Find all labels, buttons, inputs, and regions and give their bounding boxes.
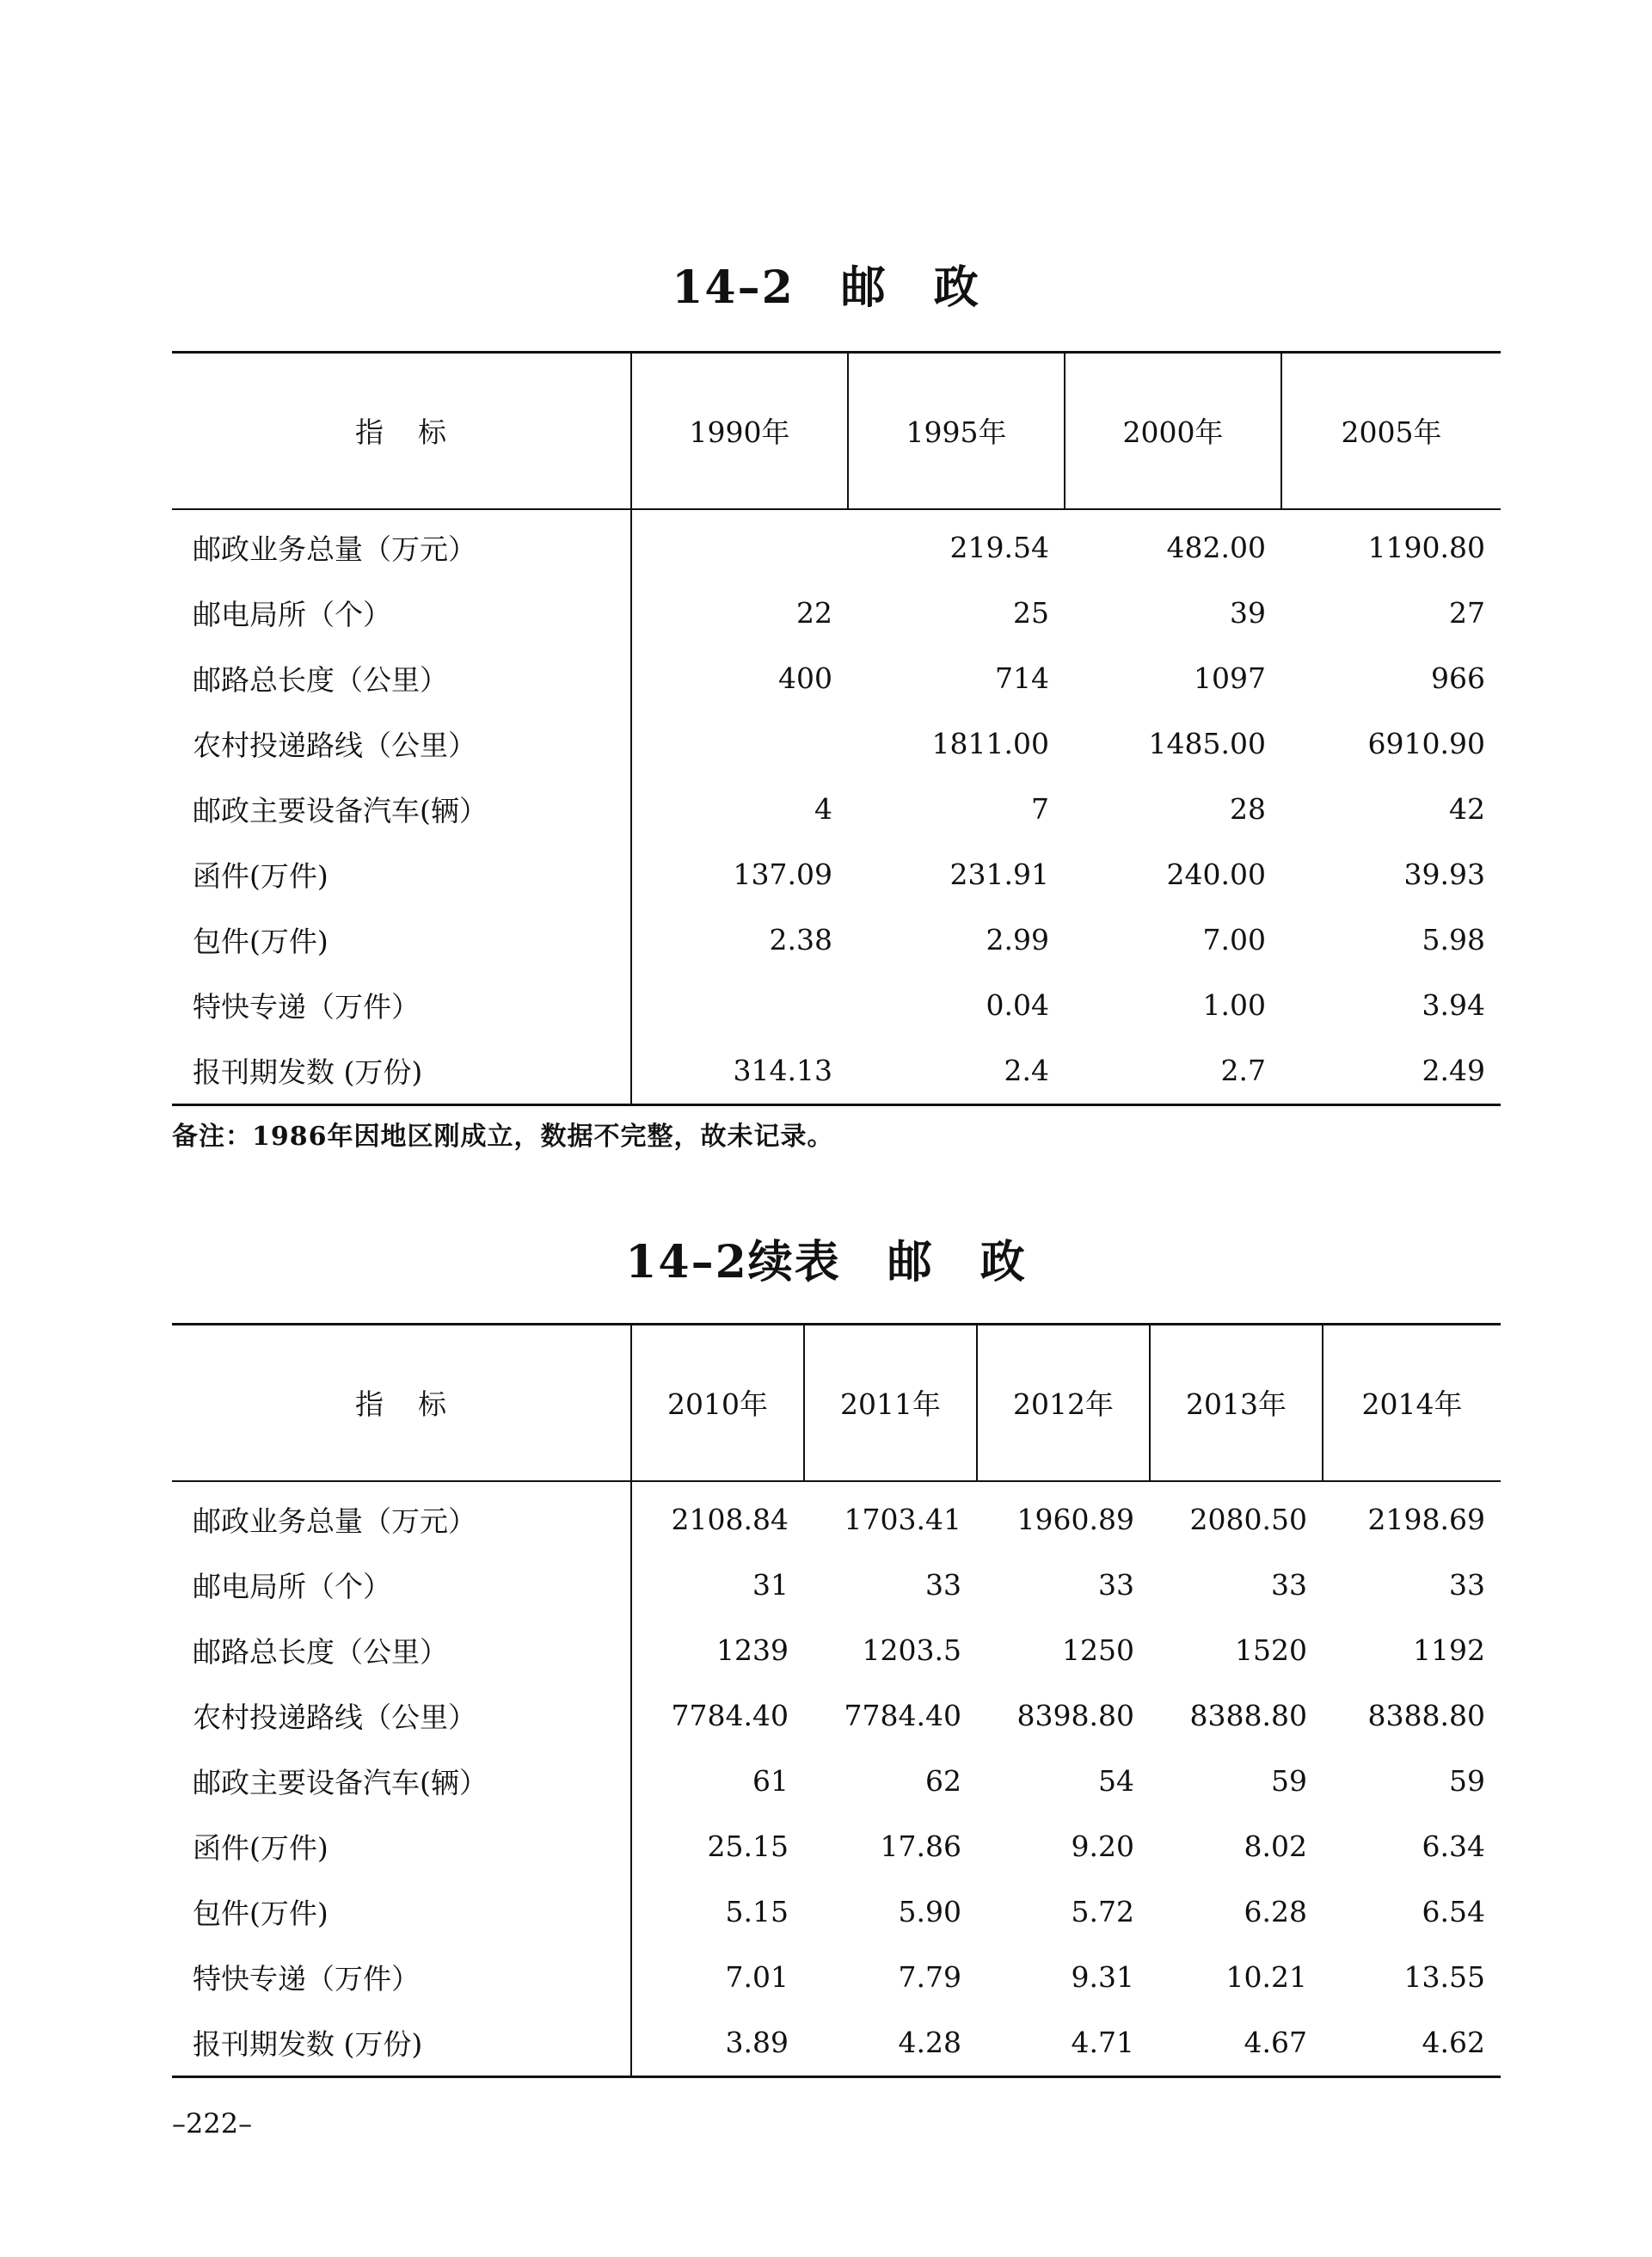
data-cell: 2108.84 <box>631 1481 804 1553</box>
data-cell: 2.49 <box>1281 1038 1501 1105</box>
data-cell: 1192 <box>1413 1633 1485 1667</box>
row-label: 邮路总长度（公里） <box>193 663 448 697</box>
data-cell: 1703.41 <box>844 1503 961 1536</box>
data-cell: 7784.40 <box>631 1683 804 1749</box>
data-cell: 27 <box>1449 596 1485 630</box>
row-label: 邮政主要设备汽车(辆） <box>193 794 488 827</box>
row-label: 报刊期发数 (万份) <box>172 2010 631 2077</box>
data-cell: 1960.89 <box>1016 1503 1134 1536</box>
table-row <box>172 1553 1501 1618</box>
data-cell: 400 <box>631 646 848 711</box>
row-label: 函件(万件) <box>193 1831 329 1865</box>
data-cell: 4.71 <box>977 2010 1150 2077</box>
postal-table-2010-2014 <box>172 1323 1501 2078</box>
year-header: 2013年 <box>1150 1325 1323 1481</box>
year-header: 2011年 <box>804 1325 977 1481</box>
row-label: 农村投递路线（公里） <box>193 1700 476 1734</box>
data-cell: 1250 <box>1062 1633 1134 1667</box>
row-label: 包件(万件) <box>193 1897 329 1930</box>
data-cell: 3.89 <box>631 2010 804 2077</box>
table1-title <box>0 251 1652 316</box>
indicator-header: 指标 <box>172 1325 631 1481</box>
table-row <box>172 2010 1501 2077</box>
data-cell: 2.38 <box>631 907 848 973</box>
data-cell: 33 <box>925 1568 961 1602</box>
row-label: 包件(万件) <box>193 925 329 958</box>
data-cell: 31 <box>631 1553 804 1618</box>
indicator-header: 指标 <box>172 353 631 509</box>
data-cell: 13.55 <box>1403 1960 1485 1994</box>
row-label: 函件(万件) <box>193 859 329 893</box>
table-row <box>172 973 1501 1038</box>
data-cell: 8.02 <box>1244 1830 1307 1863</box>
table-row <box>172 1683 1501 1749</box>
table-header-row <box>172 353 1501 509</box>
data-cell: 6.34 <box>1422 1830 1485 1863</box>
table-row <box>172 1481 1501 1553</box>
data-cell: 7.79 <box>898 1960 961 1994</box>
table-row <box>172 1038 1501 1105</box>
data-cell: 1811.00 <box>931 727 1049 760</box>
data-cell: 4 <box>631 777 848 842</box>
table-row <box>172 509 1501 581</box>
data-cell: 2.7 <box>1065 1038 1281 1105</box>
page-number: –222– <box>172 2107 253 2140</box>
year-header: 2010年 <box>631 1325 804 1481</box>
row-label: 邮电局所（个） <box>193 598 391 631</box>
data-cell: 482.00 <box>1166 531 1266 564</box>
table-row <box>172 842 1501 907</box>
data-cell: 5.98 <box>1422 923 1485 956</box>
data-cell: 714 <box>995 661 1049 695</box>
table2-title-char-2: 政 <box>980 1236 1027 1288</box>
row-label: 邮政业务总量（万元） <box>193 1504 476 1538</box>
year-header: 2014年 <box>1323 1325 1501 1481</box>
year-header: 1995年 <box>848 353 1065 509</box>
data-cell <box>631 711 848 777</box>
data-cell: 2.99 <box>986 923 1049 956</box>
data-cell: 1.00 <box>1202 988 1266 1022</box>
data-cell: 59 <box>1271 1764 1307 1798</box>
row-label: 特快专递（万件） <box>193 1962 420 1996</box>
table2-title-number: 14–2续表 <box>625 1236 841 1288</box>
table-row <box>172 777 1501 842</box>
data-cell: 2198.69 <box>1367 1503 1485 1536</box>
data-cell: 7.00 <box>1202 923 1266 956</box>
data-cell: 9.20 <box>1071 1830 1134 1863</box>
data-cell: 7784.40 <box>844 1699 961 1732</box>
data-cell: 8398.80 <box>1016 1699 1134 1732</box>
data-cell: 6910.90 <box>1367 727 1485 760</box>
year-header: 2012年 <box>977 1325 1150 1481</box>
data-cell: 1520 <box>1235 1633 1307 1667</box>
data-cell <box>631 973 848 1038</box>
table2-title-char-1: 邮 <box>887 1236 934 1288</box>
row-label: 邮政主要设备汽车(辆） <box>193 1766 488 1799</box>
data-cell: 39 <box>1230 596 1266 630</box>
table1-title-char-2: 政 <box>933 261 980 314</box>
row-label: 农村投递路线（公里） <box>193 729 476 762</box>
postal-table-1990-2005 <box>172 351 1501 1106</box>
data-cell: 28 <box>1230 792 1266 826</box>
table-row <box>172 581 1501 646</box>
data-cell: 1190.80 <box>1367 531 1485 564</box>
data-cell: 7 <box>1031 792 1049 826</box>
data-cell: 2080.50 <box>1189 1503 1307 1536</box>
data-cell: 5.72 <box>1071 1895 1134 1928</box>
data-cell: 10.21 <box>1225 1960 1307 1994</box>
data-cell: 7.01 <box>631 1945 804 2010</box>
year-header: 1990年 <box>631 353 848 509</box>
data-cell: 3.94 <box>1422 988 1485 1022</box>
data-cell: 4.62 <box>1323 2010 1501 2077</box>
data-cell: 4.67 <box>1150 2010 1323 2077</box>
table-row <box>172 1879 1501 1945</box>
data-cell <box>631 509 848 581</box>
data-cell: 17.86 <box>880 1830 961 1863</box>
data-cell: 59 <box>1449 1764 1485 1798</box>
data-cell: 5.90 <box>898 1895 961 1928</box>
data-cell: 137.09 <box>631 842 848 907</box>
table2-title <box>0 1226 1652 1290</box>
table-note: 备注：1986年因地区刚成立，数据不完整，故未记录。 <box>172 1122 834 1152</box>
data-cell: 33 <box>1098 1568 1134 1602</box>
row-label: 邮政业务总量（万元） <box>193 532 476 566</box>
table-row <box>172 1814 1501 1879</box>
data-cell: 0.04 <box>986 988 1049 1022</box>
table-row <box>172 1945 1501 2010</box>
data-cell: 1485.00 <box>1148 727 1266 760</box>
table-row <box>172 1618 1501 1683</box>
table-row <box>172 907 1501 973</box>
table-header-row <box>172 1325 1501 1481</box>
row-label: 邮路总长度（公里） <box>193 1635 448 1669</box>
table-row <box>172 711 1501 777</box>
row-label: 特快专递（万件） <box>193 990 420 1024</box>
data-cell: 25.15 <box>631 1814 804 1879</box>
row-label: 报刊期发数 (万份) <box>172 1038 631 1105</box>
data-cell: 25 <box>1013 596 1049 630</box>
data-cell: 1097 <box>1194 661 1266 695</box>
data-cell: 1203.5 <box>862 1633 961 1667</box>
data-cell: 219.54 <box>949 531 1049 564</box>
data-cell: 966 <box>1431 661 1485 695</box>
data-cell: 6.28 <box>1244 1895 1307 1928</box>
data-cell: 5.15 <box>631 1879 804 1945</box>
data-cell: 62 <box>925 1764 961 1798</box>
year-header: 2000年 <box>1065 353 1281 509</box>
data-cell: 6.54 <box>1422 1895 1485 1928</box>
data-cell: 8388.80 <box>1367 1699 1485 1732</box>
data-cell: 33 <box>1271 1568 1307 1602</box>
data-cell: 1239 <box>631 1618 804 1683</box>
data-cell: 8388.80 <box>1189 1699 1307 1732</box>
data-cell: 42 <box>1449 792 1485 826</box>
table1-title-char-1: 邮 <box>840 261 887 314</box>
data-cell: 314.13 <box>631 1038 848 1105</box>
table-row <box>172 646 1501 711</box>
data-cell: 33 <box>1449 1568 1485 1602</box>
table-row <box>172 1749 1501 1814</box>
data-cell: 4.28 <box>804 2010 977 2077</box>
row-label: 邮电局所（个） <box>193 1570 391 1603</box>
table1-title-number: 14–2 <box>672 261 795 314</box>
data-cell: 22 <box>631 581 848 646</box>
data-cell: 240.00 <box>1166 858 1266 891</box>
data-cell: 54 <box>1098 1764 1134 1798</box>
data-cell: 2.4 <box>848 1038 1065 1105</box>
data-cell: 61 <box>631 1749 804 1814</box>
year-header: 2005年 <box>1281 353 1501 509</box>
data-cell: 231.91 <box>949 858 1049 891</box>
data-cell: 9.31 <box>1071 1960 1134 1994</box>
data-cell: 39.93 <box>1403 858 1485 891</box>
